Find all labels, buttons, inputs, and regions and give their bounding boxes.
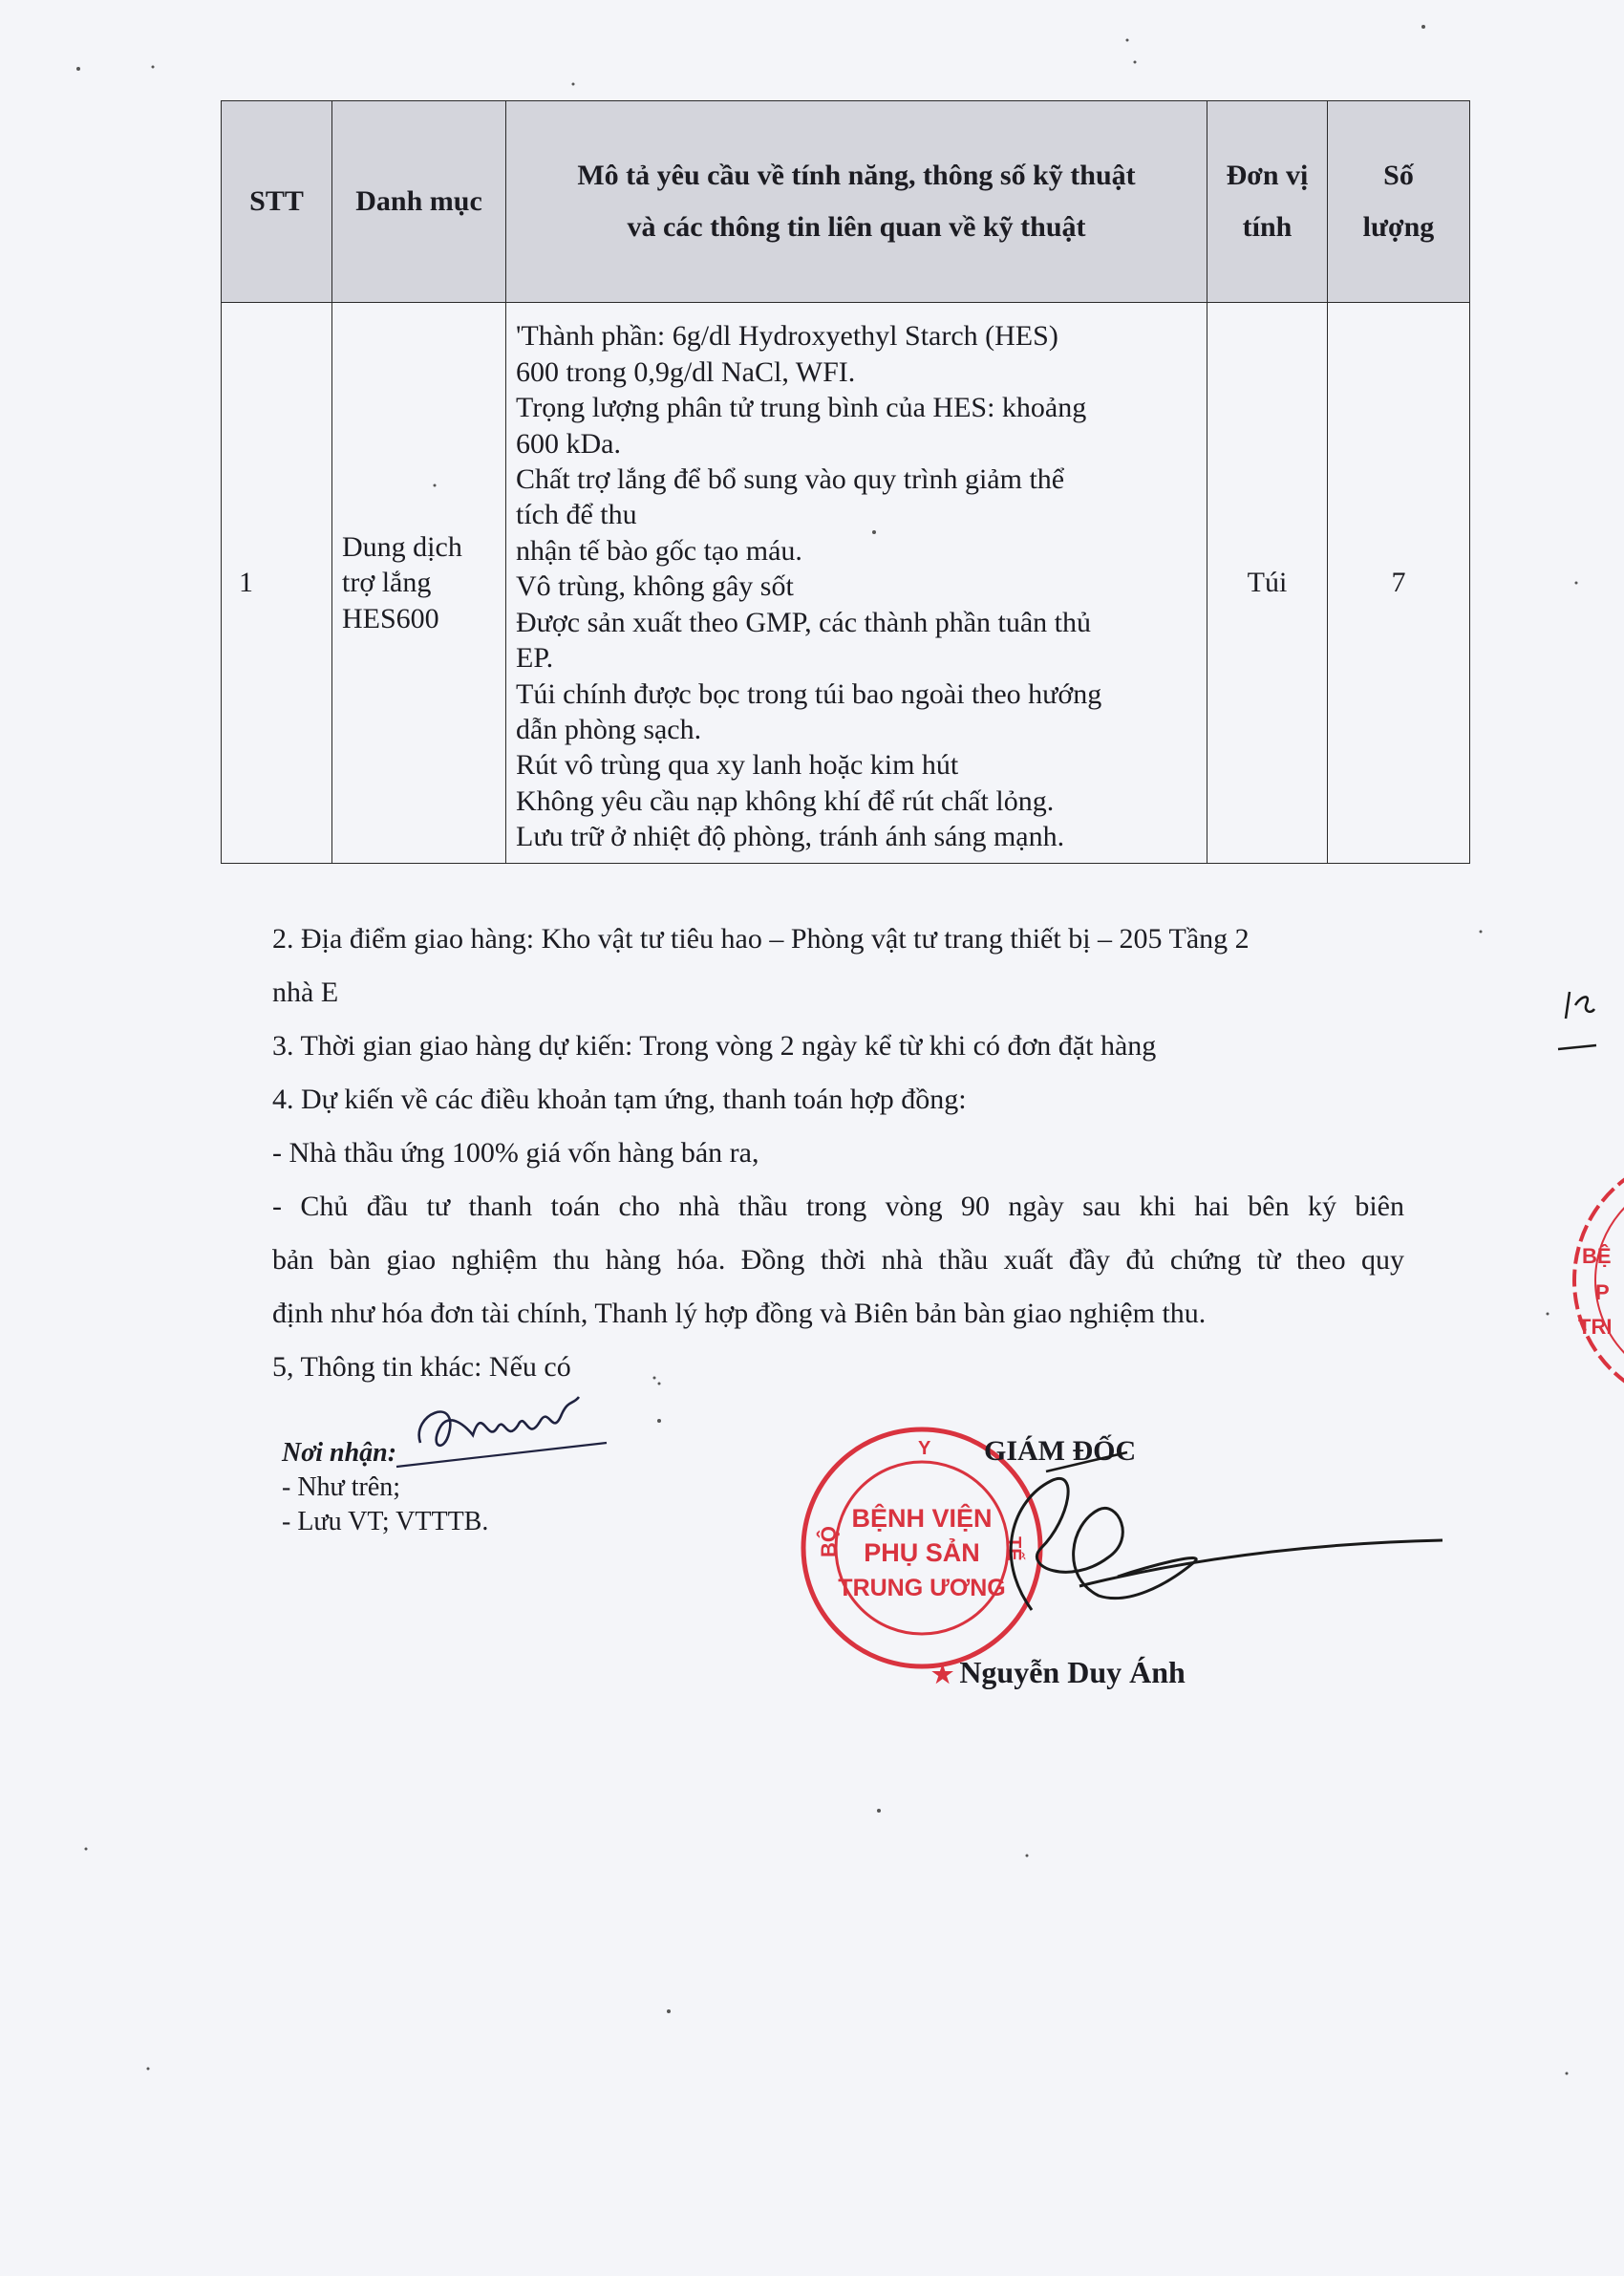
- row-stt: 1: [222, 303, 332, 864]
- table-row: [222, 303, 1470, 864]
- description-line: Không yêu cầu nạp không khí để rút chất lỏng.: [516, 784, 1055, 817]
- signature-title: GIÁM ĐỐC: [984, 1435, 1137, 1467]
- delivery-time: 3. Thời gian giao hàng dự kiến: Trong vòng 2 ngày kể từ khi có đơn đặt hàng: [272, 1030, 1157, 1062]
- payment-title: 4. Dự kiến về các điều khoản tạm ứng, thanh toán hợp đồng:: [272, 1084, 967, 1115]
- description-line: tích để thu: [516, 499, 637, 531]
- stamp-line-3: TRUNG ƯƠNG: [838, 1575, 1006, 1601]
- delivery-location-cont: nhà E: [272, 977, 339, 1008]
- description-line: Rút vô trùng qua xy lanh hoặc kim hút: [516, 749, 959, 782]
- initial-signature: [392, 1376, 621, 1481]
- recipient-item: - Như trên;: [282, 1472, 401, 1502]
- stamp-line-2: PHỤ SẢN: [864, 1538, 980, 1567]
- partial-stamp: [1557, 1147, 1624, 1433]
- star-icon: ★: [931, 1661, 954, 1688]
- description-line: dẫn phòng sạch.: [516, 713, 702, 745]
- description-line: Trọng lượng phân tử trung bình của HES: khoảng: [516, 392, 1087, 424]
- description-line: 600 kDa.: [516, 427, 621, 460]
- description-line: Vô trùng, không gây sốt: [516, 570, 794, 603]
- recipients-title: Nơi nhận:: [282, 1438, 397, 1468]
- payment-item-settlement-end: định như hóa đơn tài chính, Thanh lý hợp đồng và Biên bản bàn giao nghiệm thu.: [272, 1298, 1207, 1329]
- delivery-location: 2. Địa điểm giao hàng: Kho vật tư tiêu hao – Phòng vật tư trang thiết bị – 205 Tầng 2: [272, 923, 1250, 955]
- description-line: 600 trong 0,9g/dl NaCl, WFI.: [516, 355, 856, 388]
- director-signature: [955, 1443, 1452, 1634]
- stamp-line-1: BỆNH VIỆN: [851, 1504, 993, 1533]
- description-line: EP.: [516, 642, 554, 675]
- row-quantity: 7: [1328, 303, 1470, 864]
- header-category: Danh mục: [332, 101, 506, 303]
- header-quantity: Số lượng: [1328, 101, 1470, 303]
- other-info: 5, Thông tin khác: Nếu có: [272, 1351, 571, 1383]
- description-line: Túi chính được bọc trong túi bao ngoài theo hướng: [516, 677, 1102, 710]
- stamp-ring-left: BỘ: [817, 1526, 841, 1557]
- partial-stamp-line-3: TRI: [1578, 1315, 1613, 1339]
- row-category: Dung dịch trợ lắng HES600: [332, 303, 506, 864]
- specification-table: [221, 100, 1470, 864]
- payment-item-settlement-cont: bản bàn giao nghiệm thu hàng hóa. Đồng thời nhà thầu xuất đầy đủ chứng từ theo quy: [272, 1244, 1404, 1276]
- recipient-item: - Lưu VT; VTTTB.: [282, 1507, 489, 1536]
- header-stt: STT: [222, 101, 332, 303]
- description-line: Được sản xuất theo GMP, các thành phần tuân thủ: [516, 606, 1091, 638]
- payment-item-settlement: - Chủ đầu tư thanh toán cho nhà thầu trong vòng 90 ngày sau khi hai bên ký biên: [272, 1191, 1404, 1222]
- header-description: Mô tả yêu cầu về tính năng, thông số kỹ thuật và các thông tin liên quan về kỹ thuật: [506, 101, 1207, 303]
- description-line: Chất trợ lắng để bổ sung vào quy trình giảm thể: [516, 463, 1065, 496]
- row-unit: Túi: [1207, 303, 1328, 864]
- signer-name: ★ Nguyễn Duy Ánh: [931, 1655, 1186, 1689]
- table-header-row: [222, 101, 1470, 303]
- terms-section: [272, 913, 1404, 1394]
- header-unit: Đơn vị tính: [1207, 101, 1328, 303]
- row-description: [506, 303, 1207, 864]
- margin-note-mark: [1552, 984, 1610, 1061]
- description-line: Lưu trữ ở nhiệt độ phòng, tránh ánh sáng mạnh.: [516, 821, 1065, 853]
- partial-stamp-line-2: P: [1595, 1280, 1610, 1304]
- partial-stamp-line-1: BỆ: [1582, 1244, 1612, 1268]
- stamp-ring-top: Y: [918, 1438, 931, 1459]
- payment-item-advance: - Nhà thầu ứng 100% giá vốn hàng bán ra,: [272, 1137, 759, 1169]
- description-line: 'Thành phần: 6g/dl Hydroxyethyl Starch (HES): [516, 320, 1058, 353]
- stamp-ring-right: TẾ: [1003, 1536, 1024, 1561]
- description-line: nhận tế bào gốc tạo máu.: [516, 534, 802, 567]
